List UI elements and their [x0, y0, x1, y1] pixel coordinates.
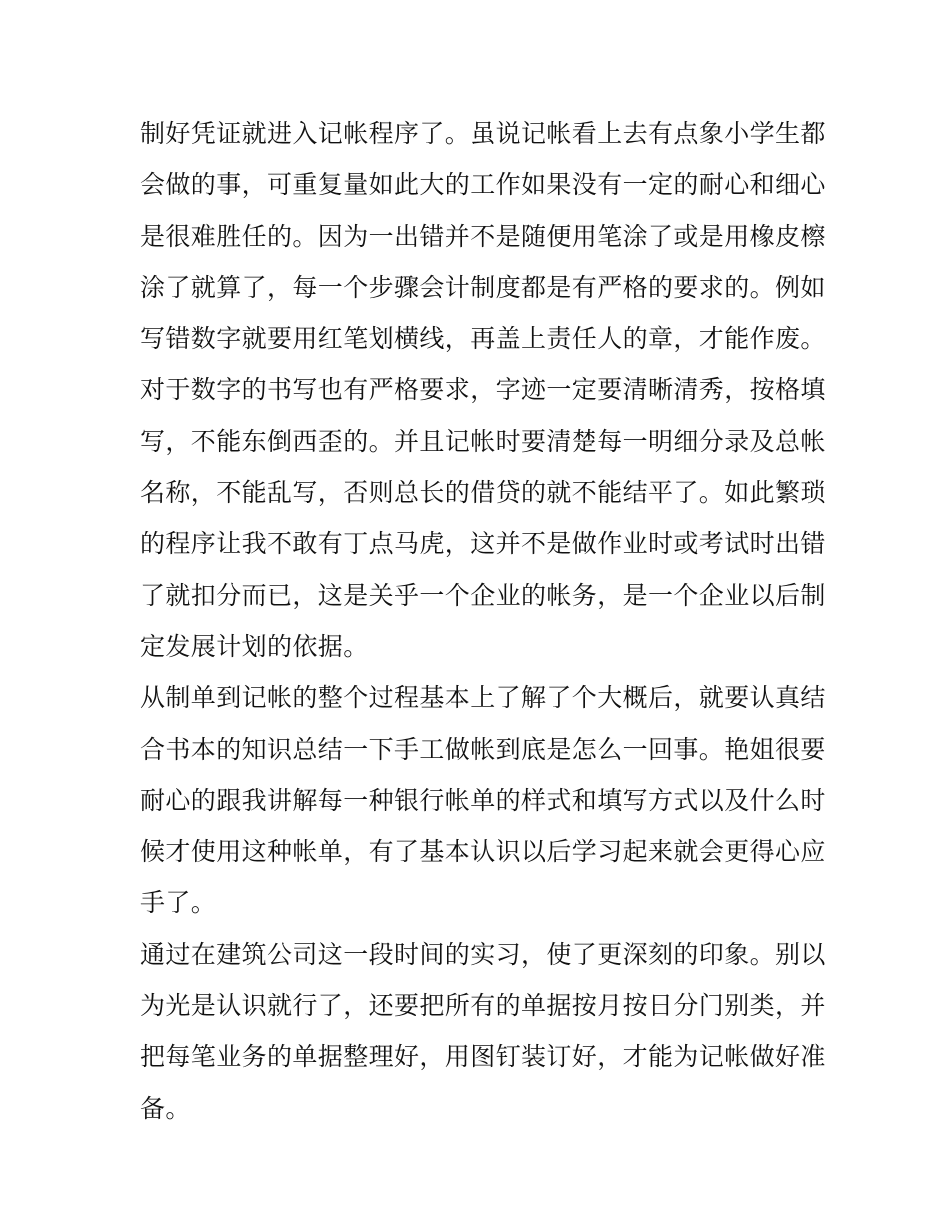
text-line: 写错数字就要用红笔划横线，再盖上责任人的章，才能作废。 [140, 324, 826, 354]
text-line: 手了。 [140, 888, 217, 918]
text-line: 把每笔业务的单据整理好，用图钉装订好，才能为记帐做好准 [140, 1042, 826, 1072]
text-line: 定发展计划的依据。 [140, 631, 369, 661]
text-line: 备。 [140, 1093, 191, 1123]
text-line: 是很难胜任的。因为一出错并不是随便用笔涂了或是用橡皮檫 [140, 221, 826, 251]
text-line: 会做的事，可重复量如此大的工作如果没有一定的耐心和细心 [140, 170, 826, 200]
text-line: 通过在建筑公司这一段时间的实习，使了更深刻的印象。别以 [140, 939, 826, 969]
body-text [140, 108, 826, 1134]
text-line: 为光是认识就行了，还要把所有的单据按月按日分门别类，并 [140, 991, 826, 1021]
text-line: 制好凭证就进入记帐程序了。虽说记帐看上去有点象小学生都 [140, 119, 826, 148]
text-line: 候才使用这种帐单，有了基本认识以后学习起来就会更得心应 [140, 837, 826, 867]
text-line: 了就扣分而已，这是关乎一个企业的帐务，是一个企业以后制 [140, 580, 826, 610]
text-line: 写，不能东倒西歪的。并且记帐时要清楚每一明细分录及总帐 [140, 426, 826, 456]
text-line: 从制单到记帐的整个过程基本上了解了个大概后，就要认真结 [140, 683, 826, 713]
text-line: 耐心的跟我讲解每一种银行帐单的样式和填写方式以及什么时 [140, 785, 826, 815]
text-line: 涂了就算了，每一个步骤会计制度都是有严格的要求的。例如 [140, 272, 826, 302]
text-line: 的程序让我不敢有丁点马虎，这并不是做作业时或考试时出错 [140, 529, 826, 559]
text-line: 合书本的知识总结一下手工做帐到底是怎么一回事。艳姐很要 [140, 734, 826, 764]
text-line: 对于数字的书写也有严格要求，字迹一定要清晰清秀，按格填 [140, 375, 826, 405]
text-line: 名称，不能乱写，否则总长的借贷的就不能结平了。如此繁琐 [140, 478, 826, 508]
